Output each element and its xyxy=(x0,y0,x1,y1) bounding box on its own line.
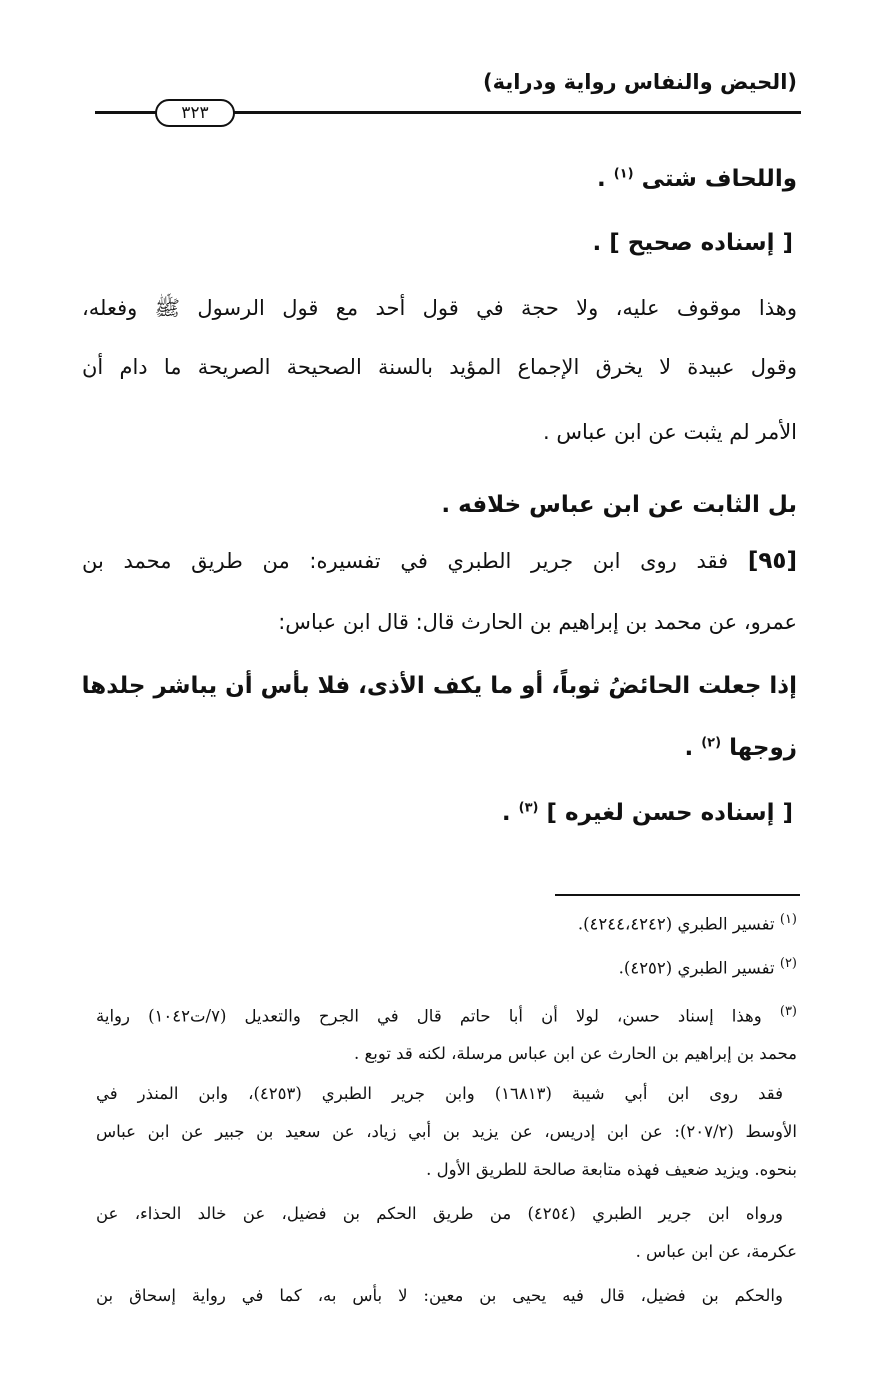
footnote-marker: (١) xyxy=(779,912,797,927)
body-line-7 xyxy=(82,548,797,574)
body-line-11 xyxy=(82,800,793,826)
text: فقد روى ابن جرير الطبري في تفسيره: من طريق محمد بن xyxy=(82,549,729,573)
footnote-3-line-2: محمد بن إبراهيم بن الحارث عن ابن عباس مرسلة، لكنه قد توبع . xyxy=(353,1044,797,1063)
footnote-3-line-5: بنحوه. ويزيد ضعيف فهذه متابعة صالحة للطريق الأول . xyxy=(426,1160,797,1179)
page-number: ٣٢٣ xyxy=(155,99,235,127)
text: [ إسناده حسن لغيره ] xyxy=(546,800,793,826)
body-line-5: الأمر لم يثبت عن ابن عباس . xyxy=(543,420,797,444)
footnote-2 xyxy=(96,956,797,978)
footnote-3-line-4: الأوسط (٢٠٧/٢): عن ابن إدريس، عن يزيد بن أبي زياد، عن سعيد بن جبير عن ابن عباس xyxy=(96,1122,797,1141)
body-line-3: وهذا موقوف عليه، ولا حجة في قول أحد مع قول الرسول ﷺ وفعله، xyxy=(82,296,797,320)
footnote-marker: (٢) xyxy=(779,956,797,971)
text: واللحاف شتى xyxy=(641,166,797,192)
footnote-marker: (٣) xyxy=(779,1004,797,1019)
punctuation: . xyxy=(501,800,511,826)
footnote-3-line-6: ورواه ابن جرير الطبري (٤٢٥٤) من طريق الحكم بن فضيل، عن خالد الحذاء، عن xyxy=(96,1204,783,1223)
punctuation: . xyxy=(596,166,606,192)
body-line-8: عمرو، عن محمد بن إبراهيم بن الحارث قال: قال ابن عباس: xyxy=(278,610,797,634)
footnote-text: تفسير الطبري (٤٢٥٢). xyxy=(618,958,775,978)
narration-number: [٩٥] xyxy=(747,548,797,574)
body-line-1 xyxy=(82,166,797,192)
body-line-2: [ إسناده صحيح ] . xyxy=(592,230,793,256)
footnote-ref-2: (٢) xyxy=(701,735,722,751)
footnote-3-line-8: والحكم بن فضيل، قال فيه يحيى بن معين: لا بأس به، كما في رواية إسحاق بن xyxy=(96,1286,783,1305)
footnote-3-line-7: عكرمة، عن ابن عباس . xyxy=(635,1242,797,1261)
punctuation: . xyxy=(684,735,694,761)
footnote-3-line-3: فقد روى ابن أبي شيبة (١٦٨١٣) وابن جرير الطبري (٤٢٥٣)، وابن المنذر في xyxy=(96,1084,783,1103)
footnote-separator xyxy=(555,894,800,896)
footnote-1 xyxy=(96,912,797,934)
body-line-4: وقول عبيدة لا يخرق الإجماع المؤيد بالسنة الصحيحة الصريحة ما دام أن xyxy=(82,355,797,379)
text: زوجها xyxy=(729,735,797,761)
running-title: (الحيض والنفاس رواية ودراية) xyxy=(483,70,797,94)
footnote-ref-3: (٣) xyxy=(518,800,539,816)
body-line-6: بل الثابت عن ابن عباس خلافه . xyxy=(441,492,797,518)
body-line-9: إذا جعلت الحائضُ ثوباً، أو ما يكف الأذى، فلا بأس أن يباشر جلدها xyxy=(81,673,797,699)
body-line-10 xyxy=(82,735,797,761)
footnote-text: تفسير الطبري (٤٢٤٤،٤٢٤٢). xyxy=(577,914,775,934)
footnote-text: وهذا إسناد حسن، لولا أن أبا حاتم قال في الجرح والتعديل (٧/ت١٠٤٢) رواية xyxy=(96,1006,762,1026)
footnote-3-line-1 xyxy=(96,1004,797,1026)
footnote-ref-1: (١) xyxy=(613,166,634,182)
